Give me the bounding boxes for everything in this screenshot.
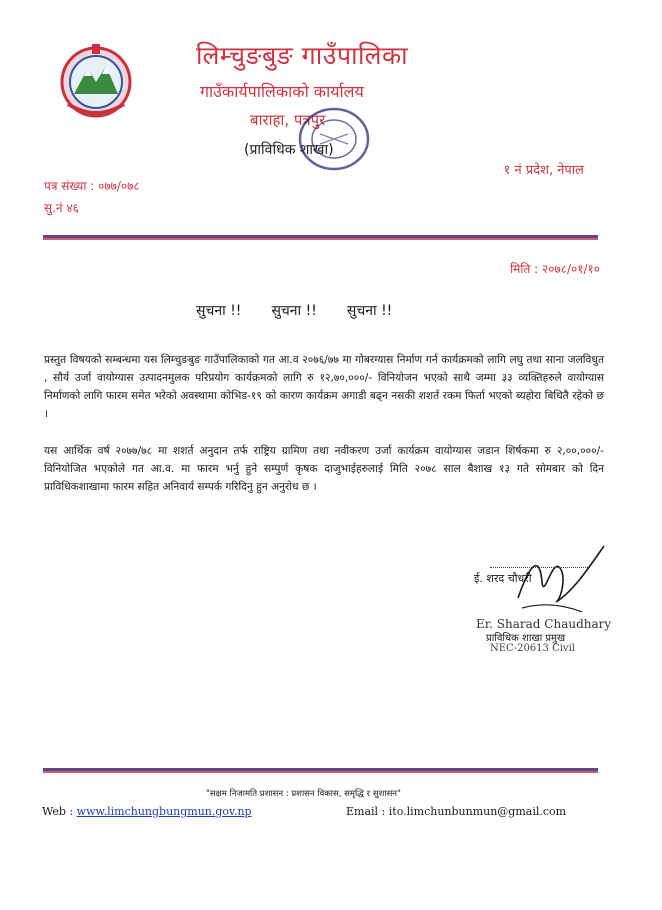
header-divider	[43, 235, 598, 240]
letter-number: पत्र संख्या : ०७७/०७८	[44, 179, 140, 193]
website-link[interactable]: www.limchungbungmun.gov.np	[76, 805, 252, 818]
signatory-designation: प्राविधिक शाखा प्रमुख	[486, 633, 566, 644]
footer-motto: "सक्षम निजामति प्रशासन : प्रशासन विकास, समृद्धि र सुशासन"	[206, 789, 401, 799]
notice-word-1: सुचना !!	[196, 303, 242, 319]
office-name: गाउँकार्यपालिकाको कार्यालय	[200, 82, 364, 101]
footer-email[interactable]: Email : ito.limchunbunmun@gmail.com	[346, 805, 567, 818]
serial-number: सु.नं ४६	[44, 201, 79, 215]
signatory-name-np: ई. शरद चौधरी	[474, 572, 532, 585]
signatory-name-en: Er. Sharad Chaudhary	[476, 617, 612, 631]
municipality-name: लिम्चुङबुङ गाउँपालिका	[196, 41, 409, 70]
website-label: Web :	[42, 805, 77, 818]
body-paragraph-2: यस आर्थिक वर्ष २०७७/७८ मा शशर्त अनुदान तर्फ राष्ट्रिय ग्रामिण तथा नवीकरण उर्जा कार्यक्रम वायोग्यास जडान शिर्षकमा रु २,००,०००/- विनियोजित भएकोले गत आ.व. मा फारम भर्नु हुने सम्पुर्ण कृषक दाजुभाईहरुलाई मिति २०७८ साल बैशाख १३ गते सोमबार को दिन प्राविधिकशाखामा फारम सहित अनिवार्य सम्पर्क गरिदिनु हुन अनुरोध छ ।	[44, 445, 604, 493]
branch-name: (प्राविधिक शाखा)	[244, 142, 334, 158]
office-stamp-icon	[290, 104, 378, 174]
signature-line	[490, 567, 590, 568]
footer-divider	[43, 768, 598, 773]
municipality-emblem-icon	[54, 38, 138, 122]
notice-word-2: सुचना !!	[271, 303, 317, 319]
letter-date: मिति : २०७८/०१/१०	[510, 262, 600, 276]
footer-website	[42, 805, 252, 818]
office-address: बाराहा, पत्रपुर	[250, 111, 326, 129]
notice-heading	[196, 301, 496, 320]
notice-word-3: सुचना !!	[346, 303, 393, 319]
province-label: १ नं प्रदेश, नेपाल	[503, 163, 584, 178]
body-paragraph-1: प्रस्तुत विषयको सम्बन्धमा यस लिम्चुङबुङ गाउँपालिकाको गत आ.व २०७६/७७ मा गोबरग्यास निर्माण गर्न कार्यक्रमको लागि लघु तथा साना जलविधुत , सौर्य उर्जा वायोग्यास उत्पादनमुलक परिप्रयोग कार्यक्रमको लागि रु १२,७०,०००/- विनियोजन भएको साथै जम्मा ३३ व्यक्तिहरुले वायोग्यास निर्माणको लागि फारम समेत भरेको अवस्थामा कोभिड-१९ को कारण कार्यक्रम अगाडी बढ्न नसकी शशर्त रकम फिर्ता भएको ब्यहोरा बिधितै रहेको छ ।	[44, 354, 604, 420]
signatory-registration: NEC-20613 Civil	[490, 643, 575, 654]
